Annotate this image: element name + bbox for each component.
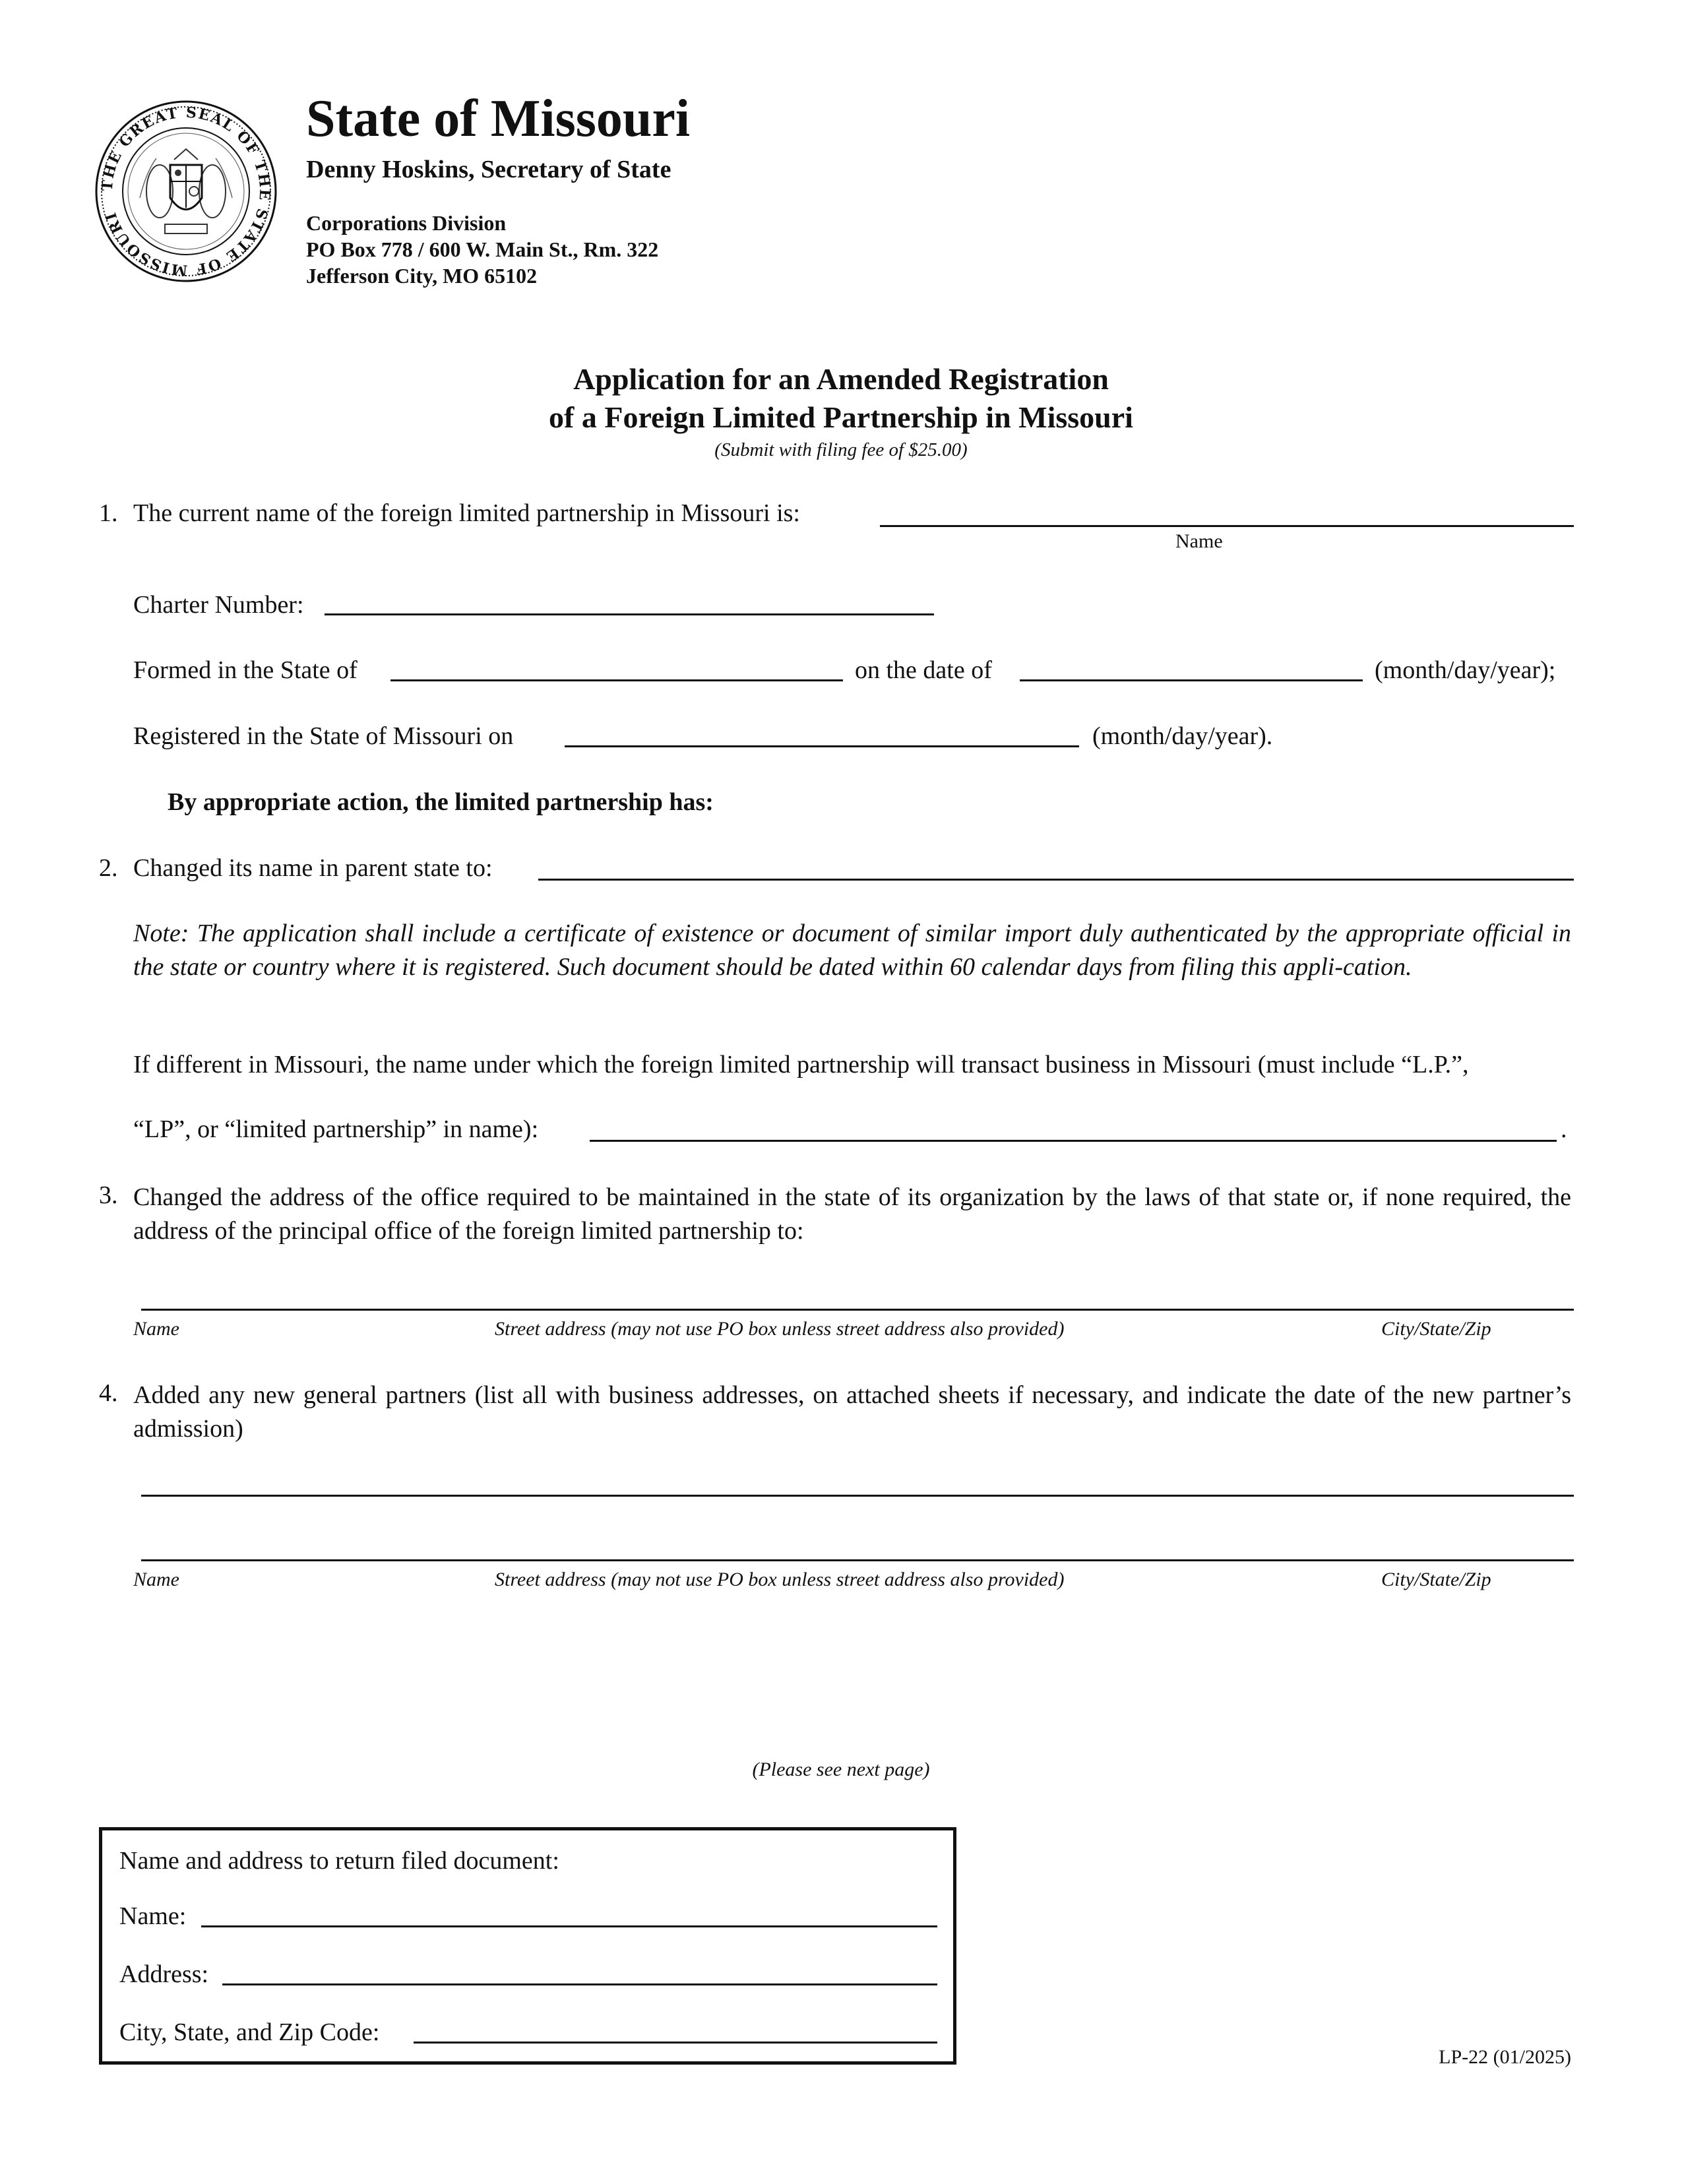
action-heading: By appropriate action, the limited partnership has:: [168, 788, 714, 816]
form-code: LP-22 (01/2025): [1439, 2046, 1571, 2068]
new-partner-field-1[interactable]: [141, 1495, 1574, 1497]
return-address-field[interactable]: [222, 1983, 937, 1985]
formed-date-format: (month/day/year);: [1375, 656, 1556, 684]
state-seal-logo: [94, 99, 278, 284]
caption-name: Name: [133, 1318, 179, 1340]
page-title: State of Missouri: [306, 90, 691, 148]
division-city: Jefferson City, MO 65102: [306, 264, 538, 288]
return-name-field[interactable]: [201, 1925, 937, 1927]
caption-city: City/State/Zip: [1381, 1569, 1491, 1590]
return-city-label: City, State, and Zip Code:: [119, 2018, 380, 2046]
section-3-number: 3.: [99, 1181, 118, 1209]
svg-text:THE GREAT SEAL OF THE STATE OF: THE GREAT SEAL OF THE STATE OF MISSOURI: [98, 104, 274, 279]
current-name-label: The current name of the foreign limited partnership in Missouri is:: [133, 499, 800, 527]
changed-name-field[interactable]: [538, 879, 1574, 881]
section-2-number: 2.: [99, 854, 118, 882]
section-4-number: 4.: [99, 1379, 118, 1407]
caption-street: Street address (may not use PO box unless street address also provided): [495, 1569, 1065, 1590]
registered-date-format: (month/day/year).: [1092, 722, 1273, 750]
division-address: PO Box 778 / 600 W. Main St., Rm. 322: [306, 237, 659, 261]
next-page-note: (Please see next page): [752, 1759, 930, 1780]
registered-date-label: Registered in the State of Missouri on: [133, 722, 514, 750]
charter-number-field[interactable]: [325, 613, 934, 615]
fee-note: (Submit with filing fee of $25.00): [714, 439, 968, 460]
return-city-field[interactable]: [414, 2042, 937, 2044]
caption-name: Name: [133, 1569, 179, 1590]
missouri-name-instruction: If different in Missouri, the name under which the foreign limited partnership will transact business in Missouri (must include “L.P.”,: [133, 1051, 1469, 1078]
changed-name-label: Changed its name in parent state to:: [133, 854, 493, 882]
certificate-note: Note: The application shall include a certificate of existence or document of similar import duly authenticated by the appropriate official in the state or country where it is registered. Such document should be dated within 60 calendar days from filing this appli-cation.: [133, 920, 1571, 981]
return-address-box: [99, 1827, 956, 2065]
return-box-heading: Name and address to return filed document:: [119, 1847, 559, 1875]
return-name-label: Name:: [119, 1902, 187, 1930]
charter-number-label: Charter Number:: [133, 591, 304, 619]
caption-street: Street address (may not use PO box unless street address also provided): [495, 1318, 1065, 1340]
section-1-number: 1.: [99, 499, 118, 527]
formed-state-label: Formed in the State of: [133, 656, 358, 684]
secretary-name: Denny Hoskins, Secretary of State: [306, 156, 671, 183]
registered-date-field[interactable]: [565, 745, 1079, 747]
return-address-label: Address:: [119, 1960, 209, 1988]
formed-state-field[interactable]: [390, 679, 843, 681]
form-title: Application for an Amended Registration: [573, 362, 1109, 396]
missouri-name-field[interactable]: [590, 1140, 1557, 1142]
lp-name-label: “LP”, or “limited partnership” in name):: [133, 1115, 539, 1143]
new-partners-text: Added any new general partners (list all with business addresses, on attached sheets if necessary, and indicate the date of the new partner’s admission): [133, 1381, 1571, 1443]
caption-city: City/State/Zip: [1381, 1318, 1491, 1340]
division-name: Corporations Division: [306, 211, 507, 235]
office-address-field[interactable]: [141, 1309, 1574, 1311]
formed-date-label: on the date of: [855, 656, 992, 684]
formed-date-field[interactable]: [1020, 679, 1363, 681]
lp-name-end: .: [1561, 1115, 1567, 1143]
name-caption: Name: [1175, 530, 1223, 552]
current-name-field[interactable]: [880, 525, 1574, 527]
address-change-text: Changed the address of the office required to be maintained in the state of its organization by the laws of that state or, if none required, the address of the principal office of the foreign limited partnership to:: [133, 1183, 1571, 1245]
form-title-line2: of a Foreign Limited Partnership in Missouri: [549, 400, 1133, 434]
new-partner-field-2[interactable]: [141, 1559, 1574, 1561]
